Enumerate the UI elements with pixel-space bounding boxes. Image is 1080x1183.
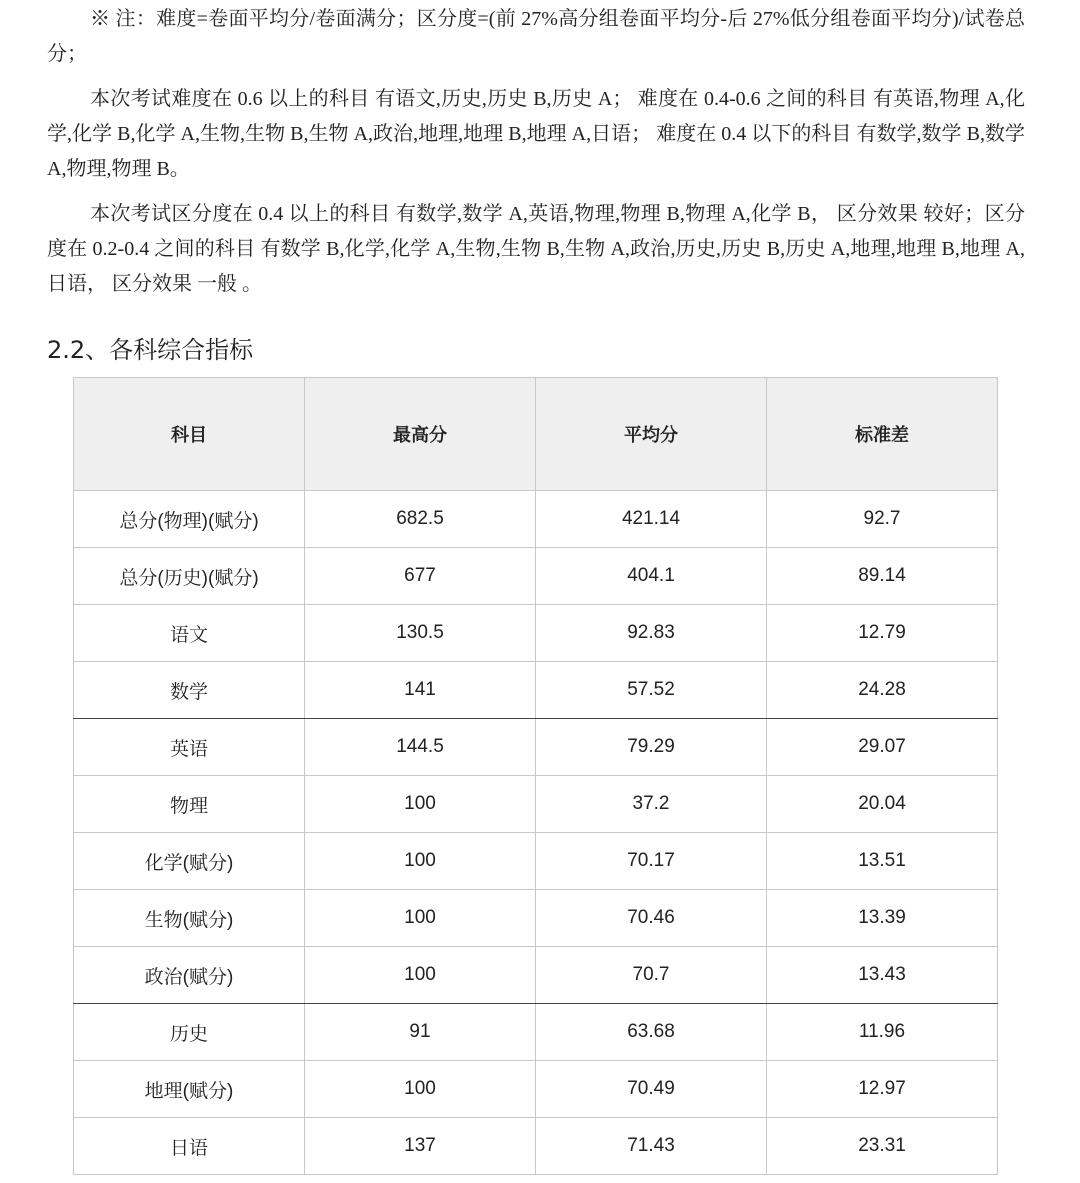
header-mean: 平均分: [536, 378, 767, 491]
cell-max: 144.5: [305, 719, 536, 776]
cell-std: 23.31: [767, 1118, 998, 1175]
cell-max: 682.5: [305, 491, 536, 548]
table-row: [74, 719, 998, 776]
section-title: 2.2、各科综合指标: [47, 336, 254, 364]
table-row: [74, 662, 998, 719]
table-row: [74, 947, 998, 1004]
cell-subject: 总分(物理)(赋分): [74, 491, 305, 548]
cell-std: 11.96: [767, 1004, 998, 1061]
cell-mean: 79.29: [536, 719, 767, 776]
table-row: [74, 605, 998, 662]
cell-std: 13.43: [767, 947, 998, 1004]
cell-std: 92.7: [767, 491, 998, 548]
header-subject: 科目: [74, 378, 305, 491]
cell-max: 100: [305, 890, 536, 947]
cell-mean: 421.14: [536, 491, 767, 548]
table-row: [74, 1061, 998, 1118]
cell-std: 24.28: [767, 662, 998, 719]
cell-max: 100: [305, 947, 536, 1004]
cell-mean: 57.52: [536, 662, 767, 719]
cell-subject: 政治(赋分): [74, 947, 305, 1004]
cell-std: 20.04: [767, 776, 998, 833]
cell-subject: 历史: [74, 1004, 305, 1061]
table-row: [74, 548, 998, 605]
table-row: [74, 776, 998, 833]
cell-std: 12.97: [767, 1061, 998, 1118]
discrimination-paragraph: 本次考试区分度在 0.4 以上的科目 有数学,数学 A,英语,物理,物理 B,物理 A,化学 B， 区分效果 较好；区分度在 0.2-0.4 之间的科目 有数学 B,化学,化学 A,生物,生物 B,生物 A,政治,历史,历史 B,历史 A,地理,地理 B,地理 A,日语， 区分效果 一般 。: [47, 203, 1025, 295]
cell-max: 100: [305, 833, 536, 890]
cell-max: 91: [305, 1004, 536, 1061]
cell-std: 12.79: [767, 605, 998, 662]
cell-subject: 总分(历史)(赋分): [74, 548, 305, 605]
table-row: [74, 833, 998, 890]
cell-subject: 英语: [74, 719, 305, 776]
cell-mean: 70.46: [536, 890, 767, 947]
cell-std: 89.14: [767, 548, 998, 605]
cell-mean: 70.49: [536, 1061, 767, 1118]
cell-mean: 63.68: [536, 1004, 767, 1061]
difficulty-paragraph: 本次考试难度在 0.6 以上的科目 有语文,历史,历史 B,历史 A； 难度在 0.4-0.6 之间的科目 有英语,物理 A,化学,化学 B,化学 A,生物,生物 B,生物 A,政治,地理,地理 B,地理 A,日语； 难度在 0.4 以下的科目 有数学,数学 B,数学 A,物理,物理 B。: [47, 88, 1025, 180]
cell-subject: 化学(赋分): [74, 833, 305, 890]
cell-mean: 37.2: [536, 776, 767, 833]
note-paragraph: ※ 注：难度=卷面平均分/卷面满分；区分度=(前 27%高分组卷面平均分-后 27%低分组卷面平均分)/试卷总分；: [47, 8, 1025, 65]
cell-max: 100: [305, 776, 536, 833]
table-row: [74, 1118, 998, 1175]
cell-mean: 404.1: [536, 548, 767, 605]
subject-metrics-table: [73, 377, 998, 1175]
cell-std: 13.51: [767, 833, 998, 890]
cell-mean: 70.7: [536, 947, 767, 1004]
table-row: [74, 890, 998, 947]
cell-std: 29.07: [767, 719, 998, 776]
header-std: 标准差: [767, 378, 998, 491]
cell-subject: 数学: [74, 662, 305, 719]
cell-subject: 生物(赋分): [74, 890, 305, 947]
cell-subject: 地理(赋分): [74, 1061, 305, 1118]
table-row: [74, 1004, 998, 1061]
cell-mean: 92.83: [536, 605, 767, 662]
cell-subject: 日语: [74, 1118, 305, 1175]
cell-max: 141: [305, 662, 536, 719]
table-row: [74, 491, 998, 548]
cell-max: 100: [305, 1061, 536, 1118]
cell-max: 137: [305, 1118, 536, 1175]
table-header-row: [74, 378, 998, 491]
header-max: 最高分: [305, 378, 536, 491]
cell-subject: 语文: [74, 605, 305, 662]
cell-mean: 71.43: [536, 1118, 767, 1175]
cell-subject: 物理: [74, 776, 305, 833]
cell-max: 677: [305, 548, 536, 605]
cell-max: 130.5: [305, 605, 536, 662]
cell-std: 13.39: [767, 890, 998, 947]
cell-mean: 70.17: [536, 833, 767, 890]
